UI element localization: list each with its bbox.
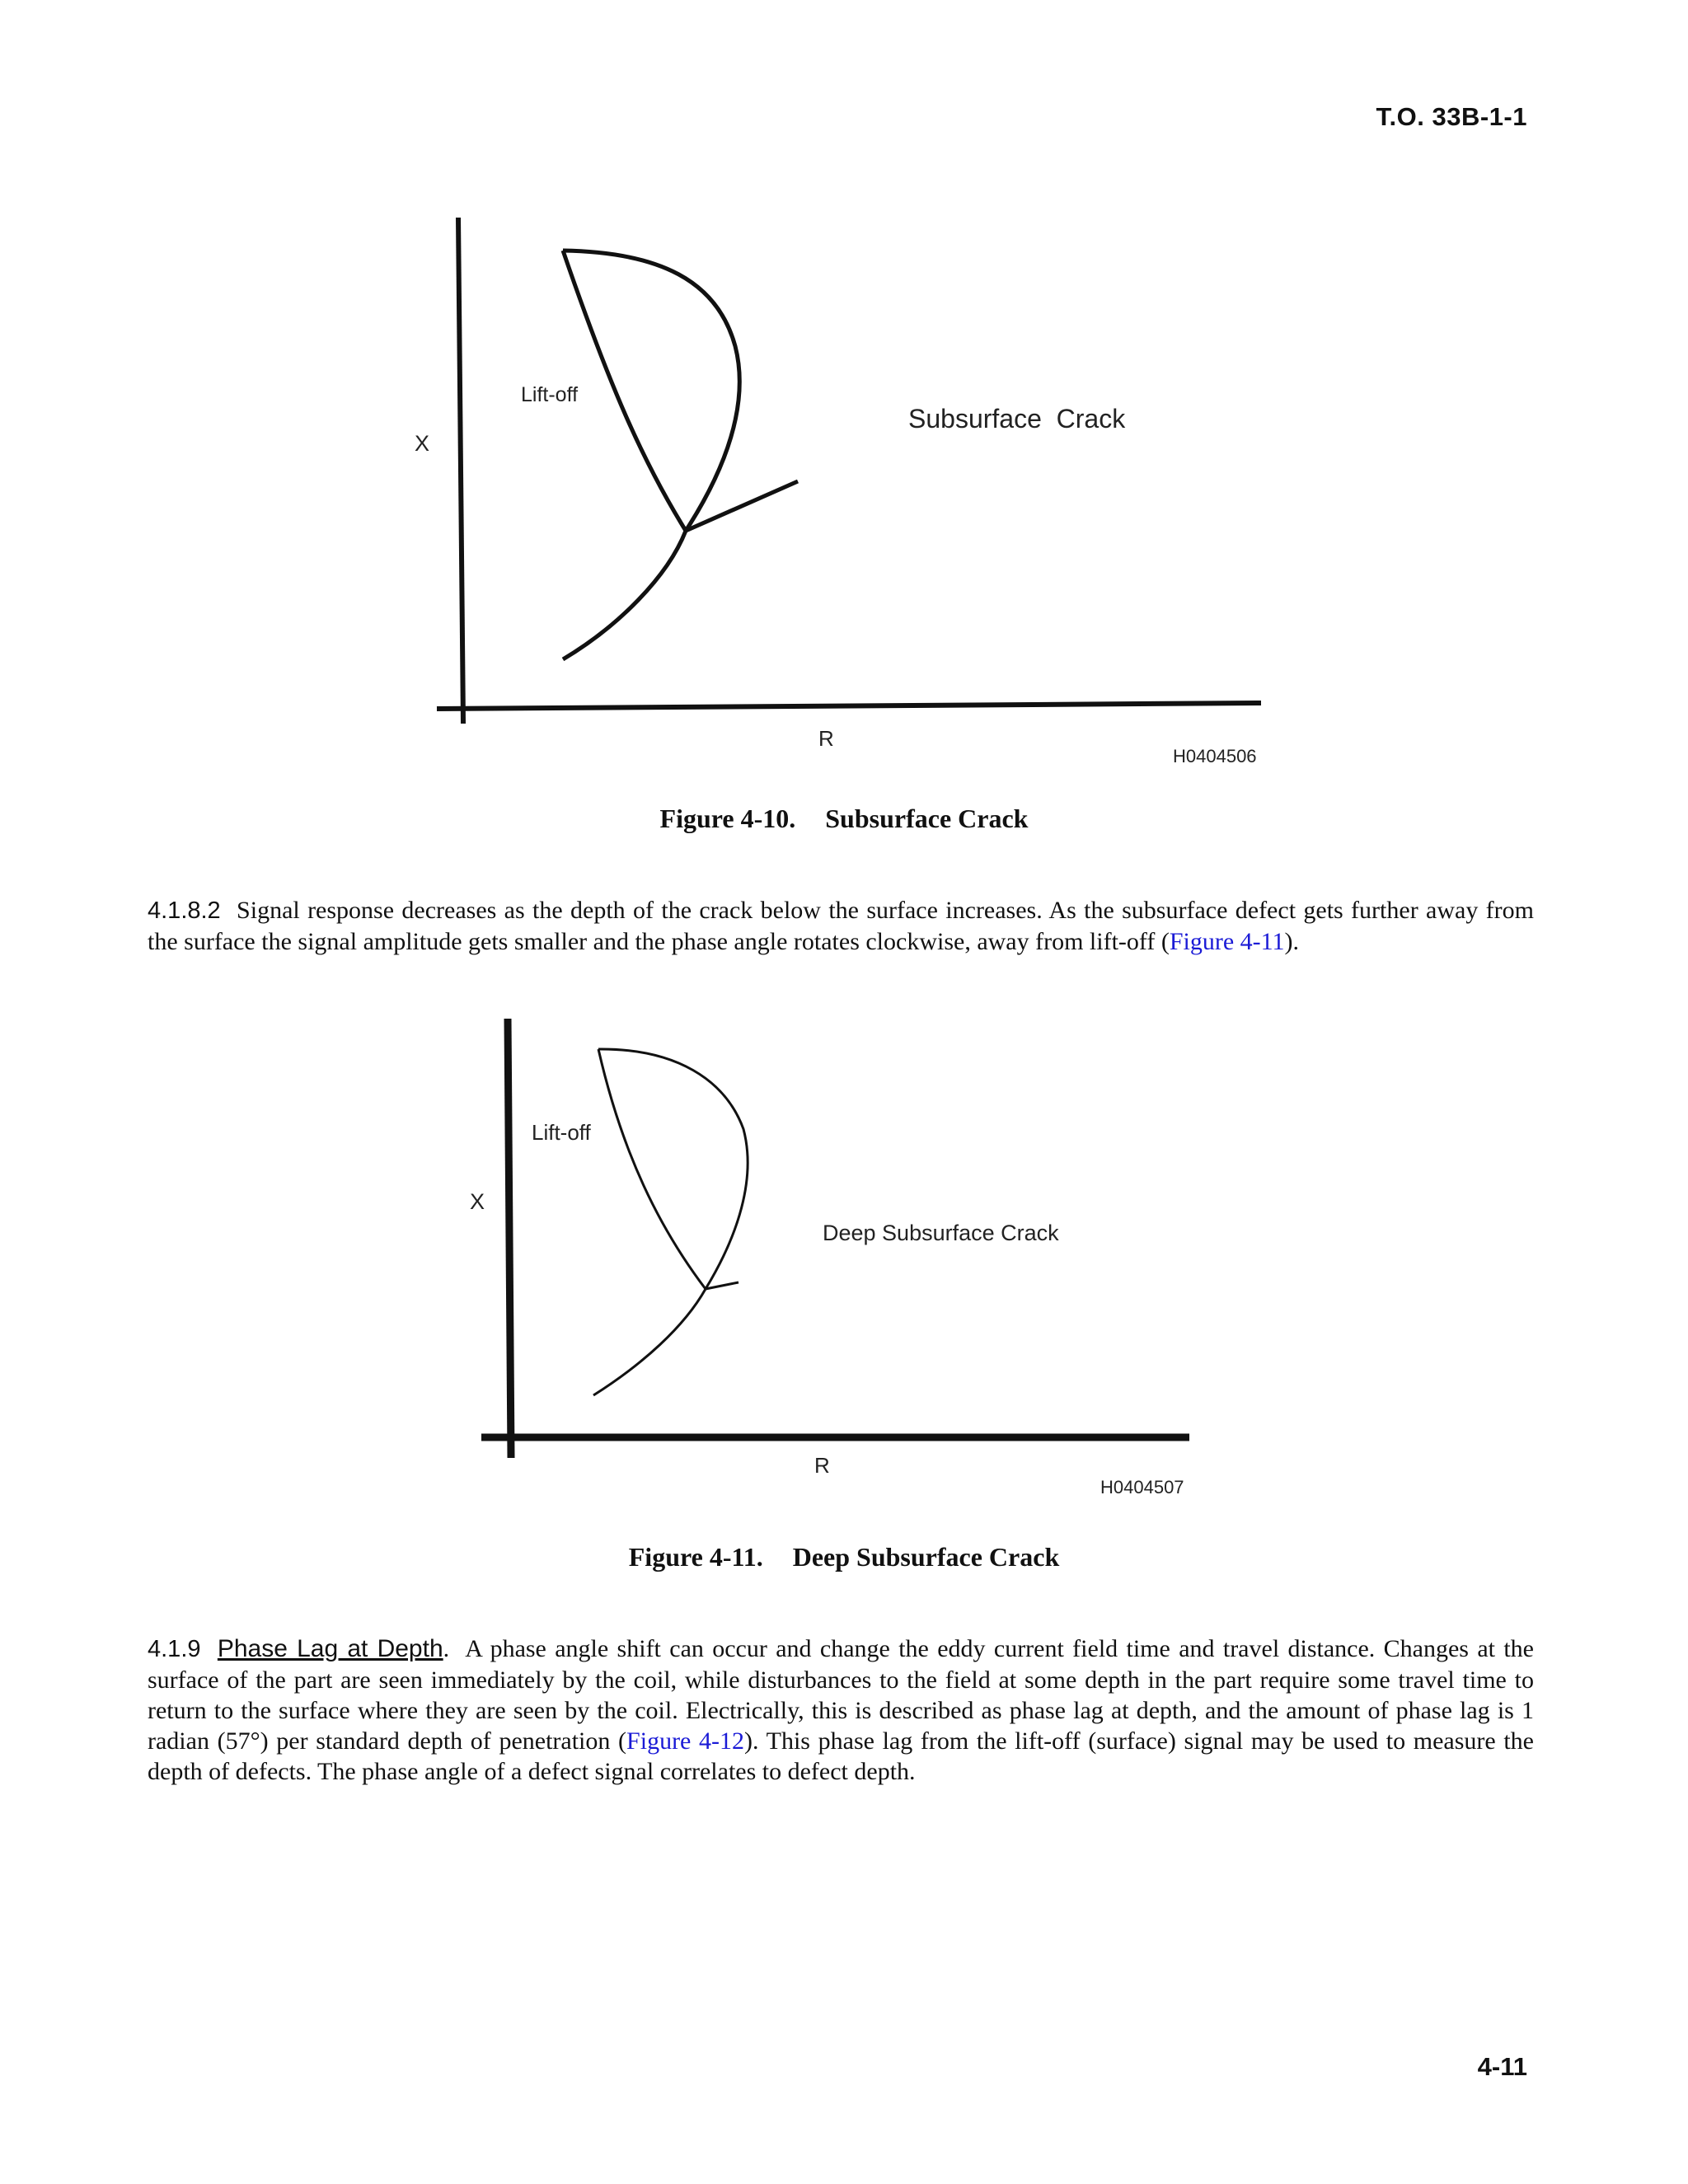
x-axis-label: R xyxy=(818,726,834,751)
y-axis xyxy=(458,218,463,724)
liftoff-label: Lift-off xyxy=(532,1120,591,1145)
figure-code: H0404507 xyxy=(1100,1477,1184,1497)
document-id: T.O. 33B-1-1 xyxy=(1376,102,1527,131)
subsurface-crack-curve xyxy=(563,531,686,659)
figure-deep-subsurface-crack xyxy=(0,989,1688,1516)
page-number: 4-11 xyxy=(1477,2052,1527,2081)
figure-caption xyxy=(0,804,1688,834)
y-axis-label: X xyxy=(415,431,430,456)
paragraph-title-punct: . xyxy=(443,1635,450,1662)
y-axis xyxy=(508,1019,511,1458)
figure-subsurface-crack xyxy=(0,0,1688,791)
paragraph-4-1-8-2 xyxy=(148,895,1534,957)
figure-caption xyxy=(0,1542,1688,1572)
figure-4-12-link[interactable]: Figure 4-12 xyxy=(626,1727,745,1755)
liftoff-line xyxy=(598,1049,706,1289)
figure-4-10-diagram xyxy=(0,0,1688,791)
caption-title: Subsurface Crack xyxy=(825,804,1029,833)
x-axis xyxy=(437,703,1261,709)
impedance-loop xyxy=(563,251,739,531)
y-axis-label: X xyxy=(470,1189,485,1214)
paragraph-4-1-9 xyxy=(148,1633,1534,1787)
deep-subsurface-crack-curve xyxy=(593,1289,706,1395)
figure-code: H0404506 xyxy=(1173,746,1257,766)
curve-label: Deep Subsurface Crack xyxy=(823,1221,1059,1245)
paragraph-number: 4.1.8.2 xyxy=(148,898,221,924)
paragraph-text-end: ). xyxy=(1284,928,1300,955)
paragraph-text-end: ). This phase lag from the lift-off (surface) signal may be used to measure the depth of defects. The phase angle of a defect signal correlates to defect depth. xyxy=(148,1727,1534,1785)
paragraph-number: 4.1.9 xyxy=(148,1636,201,1662)
caption-number: Figure 4-10. xyxy=(659,804,796,833)
paragraph-text: A phase angle shift can occur and change the eddy current field time and travel distance. Changes at the surface of the part are seen immediately by the coil, while disturbances to the field at some depth in the part require some travel time to return to the surface where they are seen by the coil. Electrically, this is described as phase lag at depth, and the amount of phase lag is 1 radian (57°) per standard depth of penetration ( xyxy=(148,1635,1534,1755)
paragraph-title: Phase Lag at Depth xyxy=(217,1635,443,1662)
caption-title: Deep Subsurface Crack xyxy=(792,1542,1060,1572)
figure-4-11-diagram xyxy=(0,989,1688,1516)
crack-signal-line xyxy=(706,1282,738,1289)
liftoff-label: Lift-off xyxy=(521,383,579,406)
caption-number: Figure 4-11. xyxy=(628,1542,763,1572)
curve-label: Subsurface Crack xyxy=(908,404,1126,434)
x-axis-label: R xyxy=(814,1453,830,1478)
paragraph-text: Signal response decreases as the depth of the crack below the surface increases. As the subsurface defect gets further away from the surface the signal amplitude gets smaller and the phase angle rotates clockwise, away from lift-off ( xyxy=(148,897,1535,955)
figure-4-11-link[interactable]: Figure 4-11 xyxy=(1169,928,1285,955)
liftoff-line xyxy=(563,251,686,531)
impedance-loop xyxy=(598,1049,748,1289)
